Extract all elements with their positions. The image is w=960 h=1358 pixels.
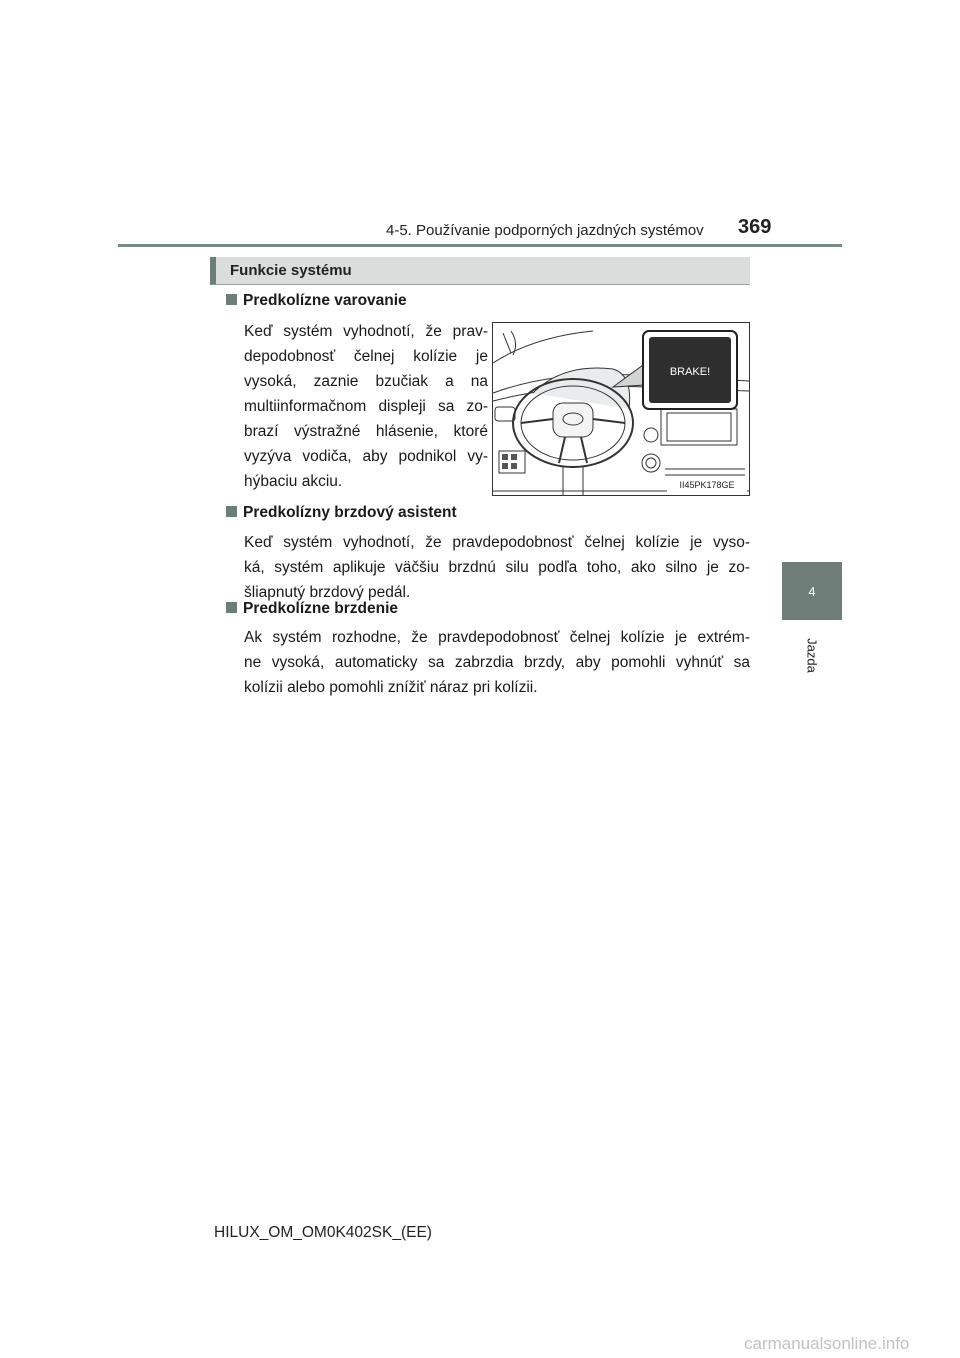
item-body-brake-assist <box>244 530 750 605</box>
text-line: kolízii alebo pomohli znížiť náraz pri kolízii. <box>244 679 538 696</box>
chapter-number: 4 <box>808 583 816 599</box>
running-header: 4-5. Používanie podporných jazdných systémov <box>386 222 704 239</box>
dashboard-illustration <box>492 322 750 496</box>
item-body-precollision-warning <box>244 319 488 494</box>
text-line: Keď systém vyhodnotí, že prav- <box>244 323 488 340</box>
watermark: carmanualsonline.info <box>744 1334 910 1353</box>
section-header <box>210 257 750 285</box>
text-line: hýbaciu akciu. <box>244 473 343 490</box>
text-line: šliapnutý brzdový pedál. <box>244 584 411 601</box>
square-bullet-icon <box>226 602 237 613</box>
item-heading-precollision-warning <box>226 292 407 310</box>
section-title: Funkcie systému <box>230 262 352 279</box>
text-line: ká, systém aplikuje väčšiu brzdnú silu podľa toho, ako silno je zo- <box>244 559 750 576</box>
text-line: Ak systém rozhodne, že pravdepodobnosť čelnej kolízie je extrém- <box>244 629 750 646</box>
page-number: 369 <box>738 216 772 238</box>
chapter-tab <box>782 562 842 620</box>
item-heading-precollision-braking <box>226 600 398 618</box>
item-heading-text: Predkolízny brzdový asistent <box>243 504 457 521</box>
chapter-label: Jazda <box>804 638 820 673</box>
text-line: depodobnosť čelnej kolízie je <box>244 348 488 365</box>
brake-warning-text: BRAKE! <box>669 366 711 378</box>
text-line: brazí výstražné hlásenie, ktoré <box>244 423 488 440</box>
square-bullet-icon <box>226 294 237 305</box>
figure-code: II45PK178GE <box>679 480 735 490</box>
text-line: vysoká, zaznie bzučiak a na <box>244 373 488 390</box>
item-body-precollision-braking <box>244 625 750 700</box>
text-line: vyzýva vodiča, aby podnikol vy- <box>244 448 488 465</box>
text-line: Keď systém vyhodnotí, že pravdepodobnosť čelnej kolízie je vyso- <box>244 534 750 551</box>
square-bullet-icon <box>226 506 237 517</box>
document-code: HILUX_OM_OM0K402SK_(EE) <box>214 1224 432 1241</box>
item-heading-text: Predkolízne varovanie <box>243 292 407 309</box>
dashboard-drawing <box>493 323 749 495</box>
item-heading-brake-assist <box>226 504 457 522</box>
text-line: ne vysoká, automaticky sa zabrzdia brzdy, aby pomohli vyhnúť sa <box>244 654 750 671</box>
item-heading-text: Predkolízne brzdenie <box>243 600 399 617</box>
text-line: multiinformačnom displeji sa zo- <box>244 398 488 415</box>
header-divider <box>118 244 842 247</box>
